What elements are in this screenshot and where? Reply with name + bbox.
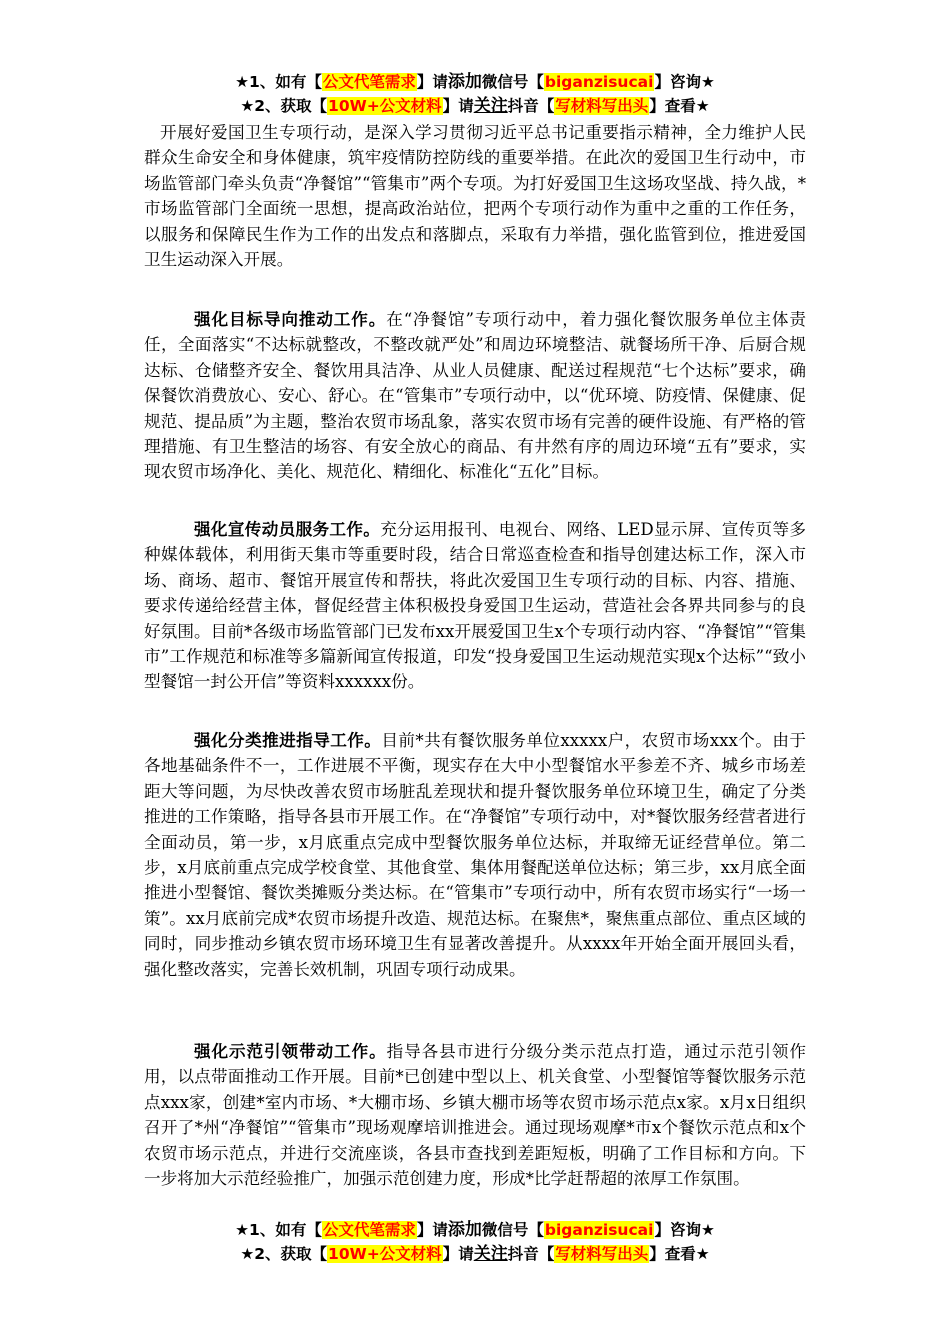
douyin-id-highlight: 写材料写出头	[555, 1245, 649, 1263]
highlight-tag: 10W+公文材料	[328, 97, 442, 115]
section-2	[144, 517, 806, 695]
intro-block	[144, 120, 806, 272]
top-banner-line-1	[140, 70, 810, 94]
section-4	[144, 1039, 806, 1191]
section-paragraph	[144, 307, 806, 485]
section-text: 指导各县市进行分级分类示范点打造，通过示范引领作用，以点带面推动工作开展。目前*已创建中型以上、机关食堂、小型餐馆等餐饮服务示范点xxx家，创建*室内市场、*大棚市场、乡镇大棚市场等农贸市场示范点x家。x月x日组织召开了*州“净餐馆”“管集市”现场观摩培训推进会。通过现场观摩*市x个餐饮示范点和x个农贸市场示范点，并进行交流座谈，各县市查找到差距短板，明确了工作目标和方向。下一步将加大示范经验推广，加强示范创建力度，形成*比学赶帮超的浓厚工作氛围。	[144, 1042, 807, 1189]
highlight-tag: 公文代笔需求	[322, 1221, 416, 1239]
section-paragraph	[144, 1039, 806, 1191]
douyin-id-highlight: 写材料写出头	[555, 97, 649, 115]
section-text: 充分运用报刊、电视台、网络、LED显示屏、宣传页等多种媒体载体，利用街天集市等重要时段，结合日常巡查检查和指导创建达标工作，深入市场、商场、超市、餐馆开展宣传和帮扶，将此次爱国卫生专项行动的目标、内容、措施、要求传递给经营主体，督促经营主体积极投身爱国卫生运动，营造社会各界共同参与的良好氛围。目前*各级市场监管部门已发布xx开展爱国卫生x个专项行动内容、“净餐馆”“管集市”工作规范和标准等多篇新闻宣传报道，印发“投身爱国卫生运动规范实现x个达标”“致小型餐馆一封公开信”等资料xxxxxx份。	[144, 520, 807, 692]
bottom-banner-line-2	[140, 1242, 810, 1266]
banner-text: 】查看★	[649, 1245, 710, 1263]
banner-text: ★1、如有【	[235, 1221, 322, 1239]
section-heading: 强化分类推进指导工作。	[194, 730, 382, 750]
highlight-tag: 公文代笔需求	[322, 73, 416, 91]
banner-text: 微信号【	[481, 73, 544, 91]
banner-emphasis: 关注	[473, 1244, 508, 1264]
banner-text: ★1、如有【	[235, 73, 322, 91]
banner-text: 抖音【	[507, 1245, 555, 1263]
section-text: 目前*共有餐饮服务单位xxxxx户，农贸市场xxx个。由于各地基础条件不一，工作进展不平衡，现实存在大中小型餐馆水平参差不齐、城乡市场差距大等问题，为尽快改善农贸市场脏乱差现状和提升餐饮服务单位环境卫生，确定了分类推进的工作策略，指导各县市开展工作。在“净餐馆”专项行动中，对*餐饮服务经营者进行全面动员，第一步，x月底重点完成中型餐饮服务单位达标，并取缔无证经营单位。第二步，x月底前重点完成学校食堂、其他食堂、集体用餐配送单位达标；第三步，xx月底全面推进小型餐馆、餐饮类摊贩分类达标。在“管集市”专项行动中，所有农贸市场实行“一场一策”。xx月底前完成*农贸市场提升改造、规范达标。在聚焦*，聚焦重点部位、重点区域的同时，同步推动乡镇农贸市场环境卫生有显著改善提升。从xxxx年开始全面开展回头看，强化整改落实，完善长效机制，巩固专项行动成果。	[144, 731, 806, 979]
banner-emphasis: 添加	[447, 72, 482, 92]
section-paragraph	[144, 517, 806, 695]
banner-text: ★2、获取【	[240, 1245, 328, 1263]
section-heading: 强化目标导向推动工作。	[194, 309, 387, 329]
section-heading: 强化示范引领带动工作。	[194, 1041, 387, 1061]
banner-text: 】咨询★	[654, 1221, 715, 1239]
section-heading: 强化宣传动员服务工作。	[194, 519, 381, 539]
wechat-id-highlight: biganzisucai	[544, 73, 654, 91]
banner-text: 】请	[442, 1245, 474, 1263]
section-1	[144, 307, 806, 485]
banner-text: 】请	[442, 97, 474, 115]
banner-text: 】请	[416, 1221, 448, 1239]
intro-paragraph: 开展好爱国卫生专项行动，是深入学习贯彻习近平总书记重要指示精神，全力维护人民群众生命安全和身体健康，筑牢疫情防控防线的重要举措。在此次的爱国卫生行动中，市场监管部门牵头负责“净餐馆”“管集市”两个专项。为打好爱国卫生这场攻坚战、持久战，*市场监管部门全面统一思想，提高政治站位，把两个专项行动作为重中之重的工作任务，以服务和保障民生作为工作的出发点和落脚点，采取有力举措，强化监管到位，推进爱国卫生运动深入开展。	[144, 123, 806, 270]
bottom-banner-line-1	[140, 1218, 810, 1242]
banner-text: 】查看★	[649, 97, 710, 115]
section-text: 在“净餐馆”专项行动中，着力强化餐饮服务单位主体责任，全面落实“不达标就整改，不整改就严处”和周边环境整洁、就餐场所干净、后厨合规达标、仓储整齐安全、餐饮用具洁净、从业人员健康、配送过程规范“七个达标”要求，确保餐饮消费放心、安心、舒心。在“管集市”专项行动中，以“优环境、防疫情、保健康、促规范、提品质”为主题，整治农贸市场乱象，落实农贸市场有完善的硬件设施、有严格的管理措施、有卫生整洁的场容、有安全放心的商品、有井然有序的周边环境“五有”要求，实现农贸市场净化、美化、规范化、精细化、标准化“五化”目标。	[144, 310, 807, 482]
banner-text: 】咨询★	[654, 73, 715, 91]
banner-text: 】请	[416, 73, 448, 91]
section-paragraph	[144, 728, 806, 982]
highlight-tag: 10W+公文材料	[328, 1245, 442, 1263]
banner-text: 微信号【	[481, 1221, 544, 1239]
banner-emphasis: 添加	[447, 1220, 482, 1240]
section-3	[144, 728, 806, 982]
top-banner-line-2	[140, 94, 810, 118]
banner-text: ★2、获取【	[240, 97, 328, 115]
wechat-id-highlight: biganzisucai	[544, 1221, 654, 1239]
banner-emphasis: 关注	[473, 96, 508, 116]
banner-text: 抖音【	[507, 97, 555, 115]
